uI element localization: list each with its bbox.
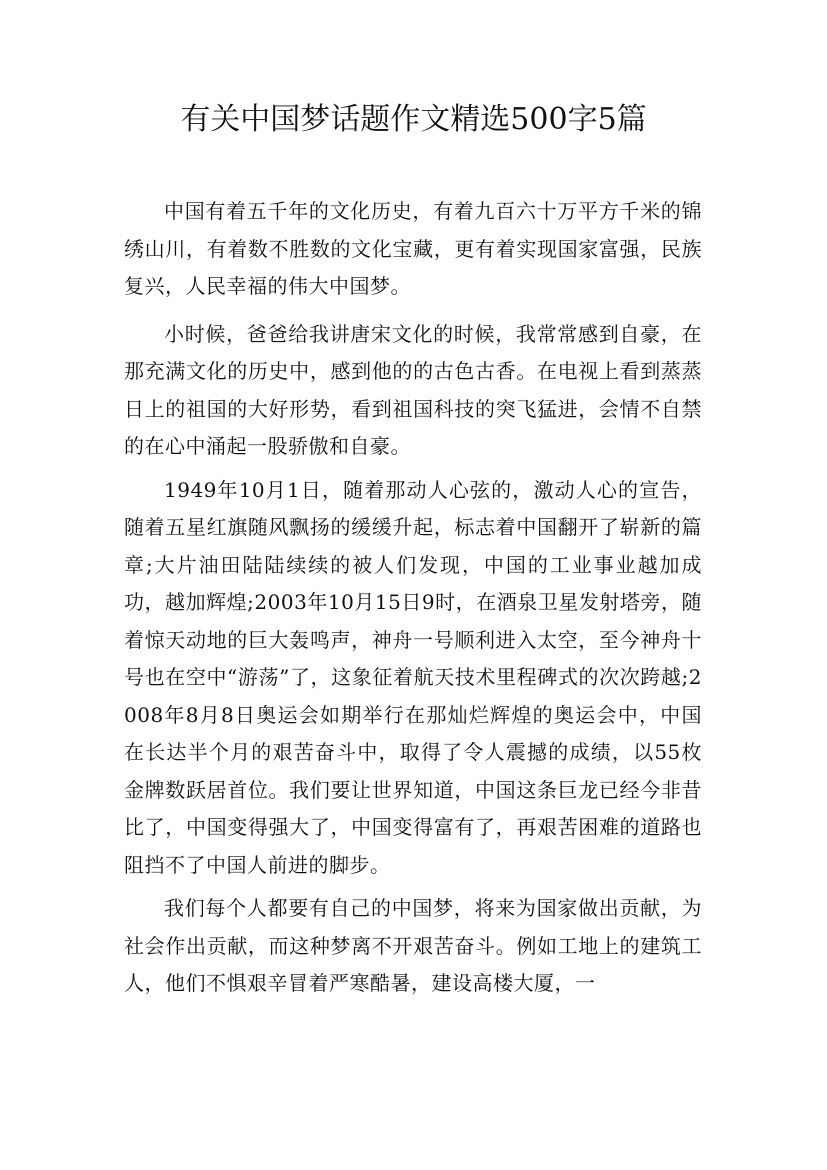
document-title: 有关中国梦话题作文精选500字5篇 (180, 102, 647, 137)
paragraph-2: 小时候，爸爸给我讲唐宋文化的时候，我常常感到自豪，在那充满文化的历史中，感到他的的古色古香。在电视上看到蒸蒸日上的祖国的大好形势，看到祖国科技的突飞猛进，会情不自禁的在心中涌起一股骄傲和自豪。 (124, 321, 702, 458)
document-body (124, 193, 702, 1009)
paragraph-1: 中国有着五千年的文化历史，有着九百六十万平方千米的锦绣山川，有着数不胜数的文化宝藏，更有着实现国家富强，民族复兴，人民幸福的伟大中国梦。 (124, 199, 702, 298)
paragraph-4: 我们每个人都要有自己的中国梦，将来为国家做出贡献，为社会作出贡献，而这种梦离不开艰苦奋斗。例如工地上的建筑工人，他们不惧艰辛冒着严寒酷暑，建设高楼大厦，一 (124, 896, 702, 995)
paragraph-3: 1949年10月1日，随着那动人心弦的，激动人心的宣告，随着五星红旗随风飘扬的缓缓升起，标志着中国翻开了崭新的篇章;大片油田陆陆续续的被人们发现，中国的工业事业越加成功，越加辉煌;2003年10月15日9时，在酒泉卫星发射塔旁，随着惊天动地的巨大轰鸣声，神舟一号顺利进入太空，至今神舟十号也在空中“游荡”了，这象征着航天技术里程碑式的次次跨越;2008年8月8日奥运会如期举行在那灿烂辉煌的奥运会中，中国在长达半个月的艰苦奋斗中，取得了令人震撼的成绩，以55枚金牌数跃居首位。我们要让世界知道，中国这条巨龙已经今非昔比了，中国变得强大了，中国变得富有了，再艰苦困难的道路也阻挡不了中国人前进的脚步。 (124, 477, 702, 877)
